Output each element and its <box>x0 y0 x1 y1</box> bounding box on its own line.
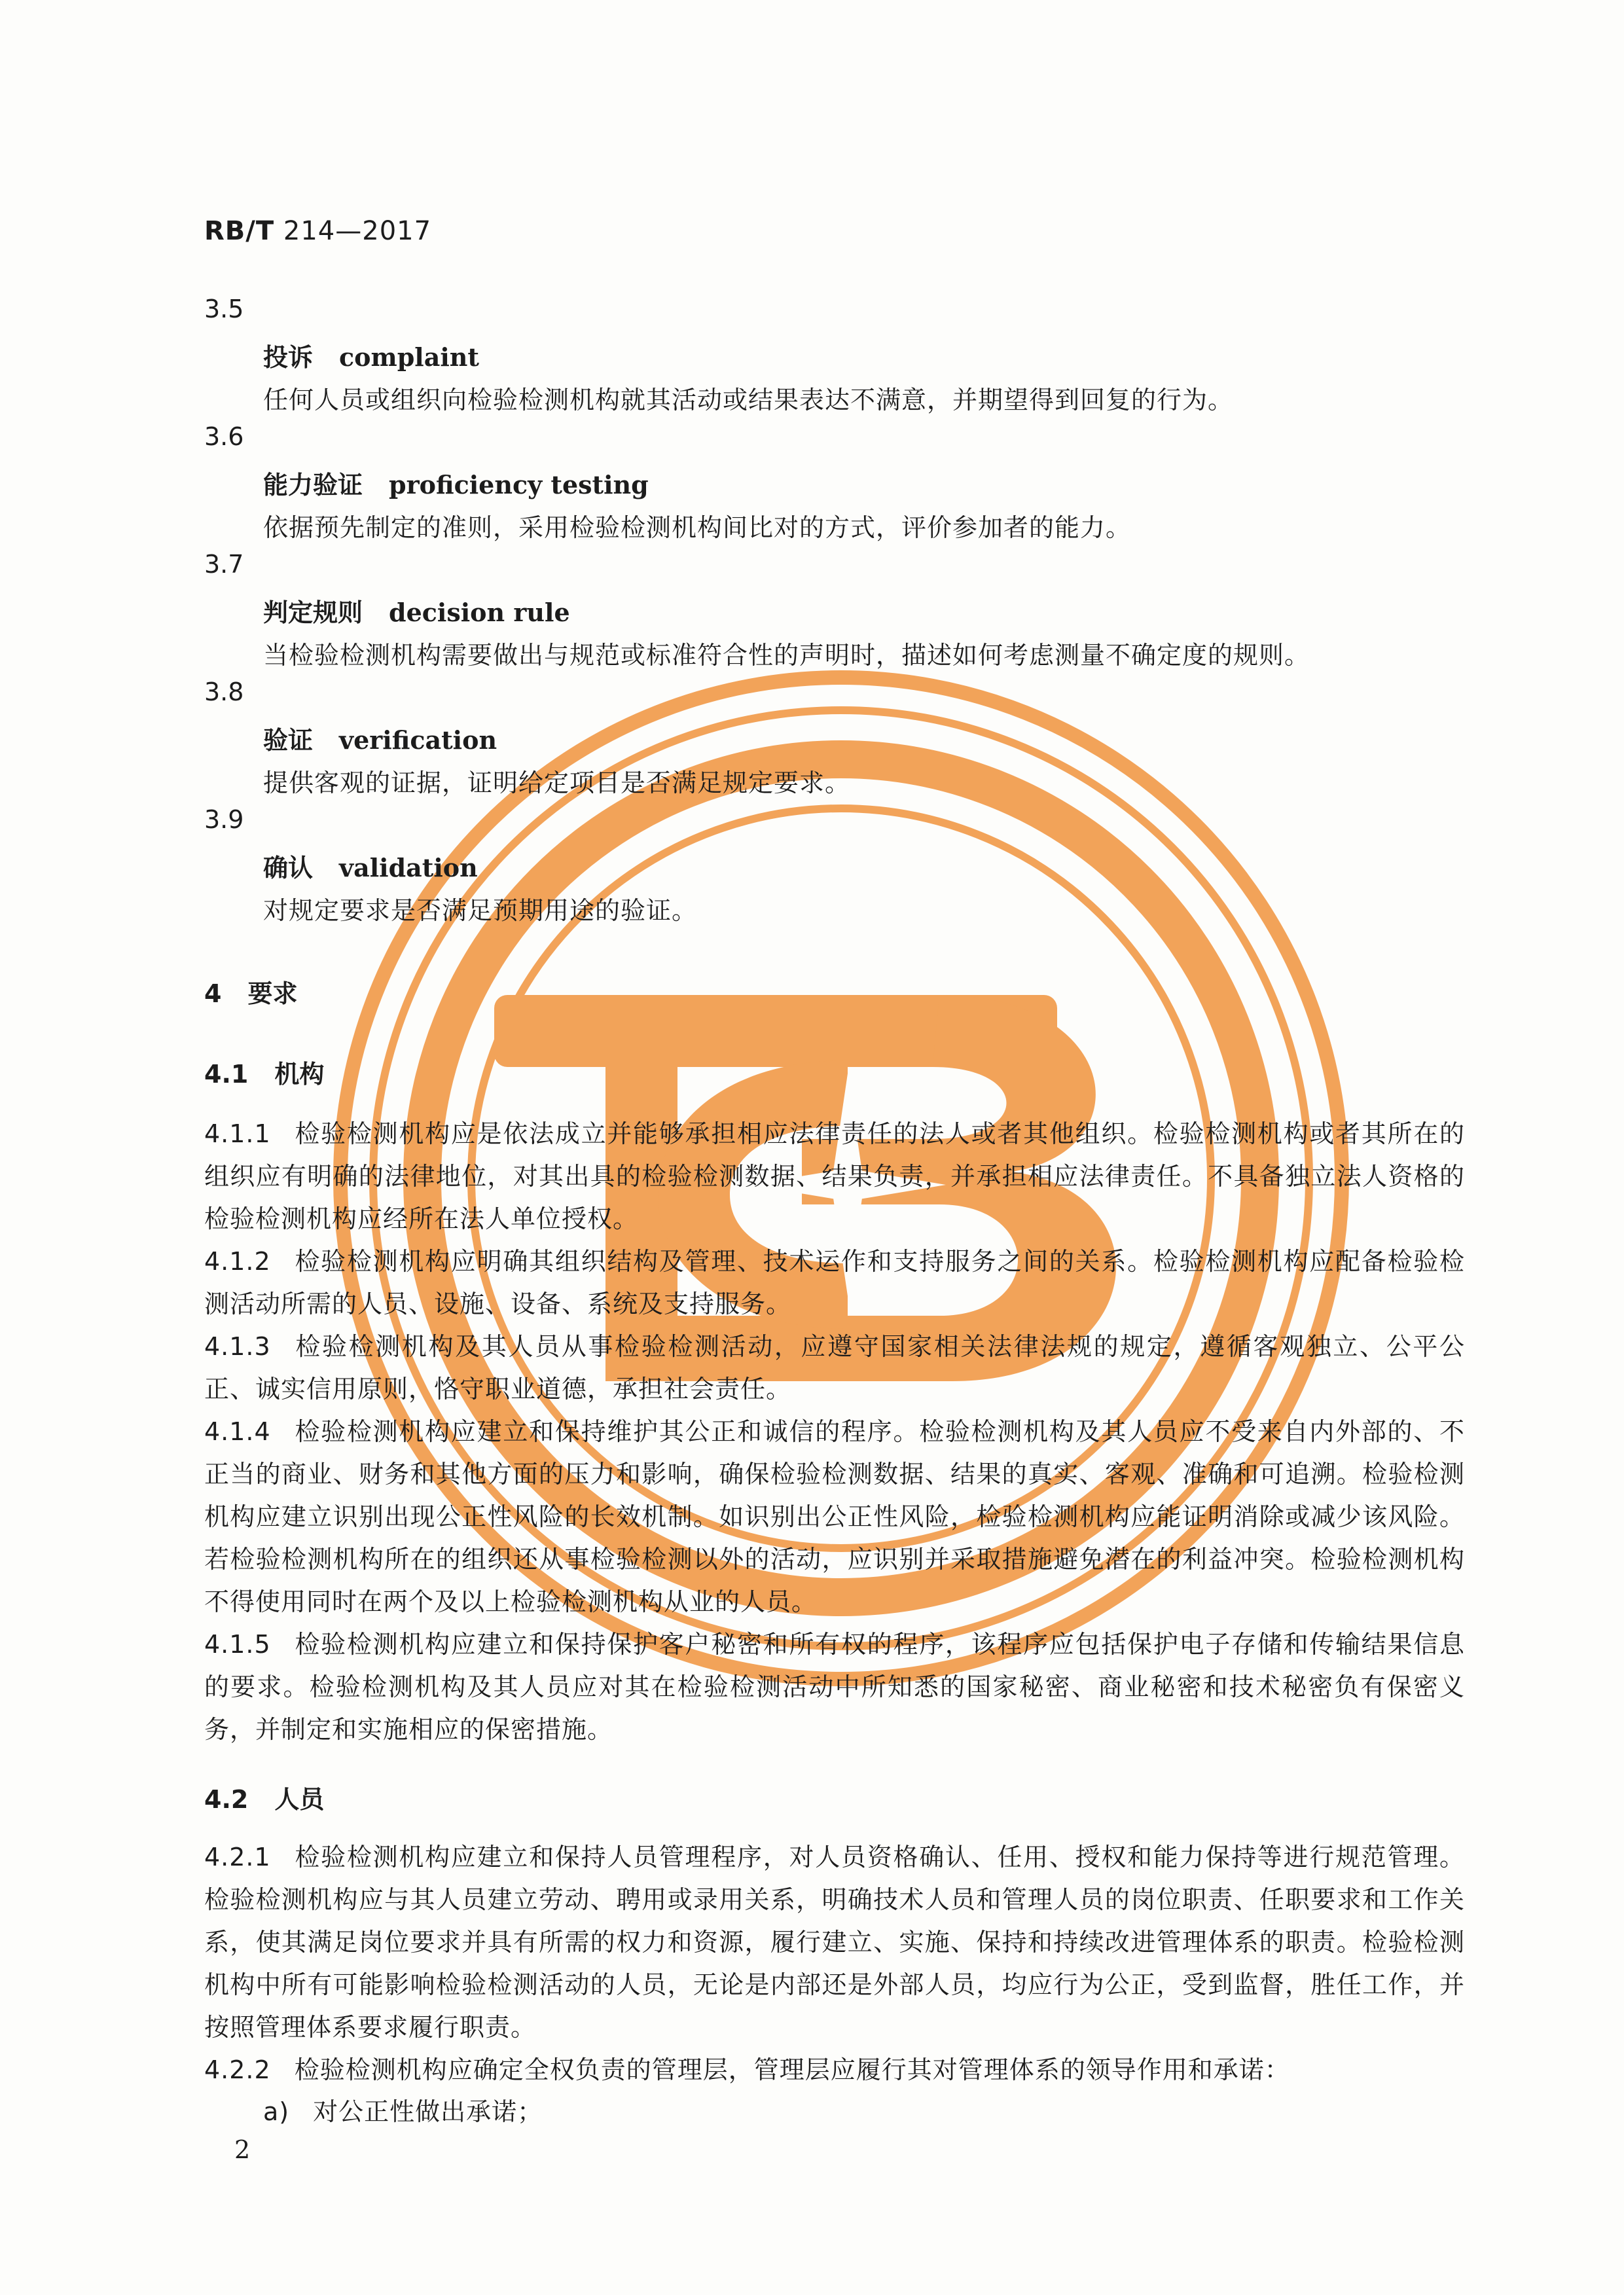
term-heading <box>263 720 497 756</box>
term-zh: 投诉 <box>263 342 314 372</box>
clause-number: 4.1.3 <box>204 1332 271 1361</box>
term-en: verification <box>339 725 497 755</box>
term-number: 3.7 <box>204 550 244 579</box>
clause-text: 检验检测机构应确定全权负责的管理层，管理层应履行其对管理体系的领导作用和承诺： <box>294 2055 1290 2084</box>
list-item-text: 对公正性做出承诺； <box>313 2097 543 2126</box>
term-en: complaint <box>339 342 479 372</box>
term-number: 3.5 <box>204 295 244 323</box>
term-heading <box>263 848 478 884</box>
clause-paragraph <box>204 2049 1465 2091</box>
clause-text: 检验检测机构应建立和保持保护客户秘密和所有权的程序，该程序应包括保护电子存储和传输结果信息的要求。检验检测机构及其人员应对其在检验检测活动中所知悉的国家秘密、商业秘密和技术秘密负有保密义务，并制定和实施相应的保密措施。 <box>204 1630 1465 1744</box>
clause-number: 4.2.1 <box>204 1843 271 1871</box>
term-heading <box>263 465 649 501</box>
subsection-number: 4.1 <box>204 1060 249 1089</box>
clause-paragraph <box>204 1326 1465 1411</box>
term-definition: 提供客观的证据，证明给定项目是否满足规定要求。 <box>263 768 851 797</box>
term-en: validation <box>339 853 478 882</box>
term-zh: 确认 <box>263 853 314 882</box>
clause-text: 检验检测机构应明确其组织结构及管理、技术运作和支持服务之间的关系。检验检测机构应配备检验检测活动所需的人员、设施、设备、系统及支持服务。 <box>204 1247 1465 1318</box>
term-definition: 依据预先制定的准则，采用检验检测机构间比对的方式，评价参加者的能力。 <box>263 513 1132 542</box>
subsection-heading <box>204 1779 324 1815</box>
clause-text: 检验检测机构及其人员从事检验检测活动，应遵守国家相关法律法规的规定，遵循客观独立、公平公正、诚实信用原则，恪守职业道德，承担社会责任。 <box>204 1332 1465 1403</box>
term-definition: 对规定要求是否满足预期用途的验证。 <box>263 896 698 925</box>
subsection-number: 4.2 <box>204 1785 249 1814</box>
page-number: 2 <box>234 2135 251 2164</box>
clause-paragraph <box>204 1113 1465 1240</box>
term-heading <box>263 337 479 373</box>
clause-number: 4.1.5 <box>204 1630 271 1659</box>
section-heading <box>204 973 297 1009</box>
list-item <box>263 2091 543 2127</box>
subsection-heading <box>204 1054 324 1090</box>
term-zh: 能力验证 <box>263 470 363 499</box>
term-number: 3.9 <box>204 805 244 834</box>
clause-text: 检验检测机构应是依法成立并能够承担相应法律责任的法人或者其他组织。检验检测机构或者其所在的组织应有明确的法律地位，对其出具的检验检测数据、结果负责，并承担相应法律责任。不具备独立法人资格的检验检测机构应经所在法人单位授权。 <box>204 1119 1465 1233</box>
term-definition: 当检验检测机构需要做出与规范或标准符合性的声明时，描述如何考虑测量不确定度的规则。 <box>263 641 1310 670</box>
clause-number: 4.1.1 <box>204 1119 271 1148</box>
term-definition: 任何人员或组织向检验检测机构就其活动或结果表达不满意，并期望得到回复的行为。 <box>263 386 1234 414</box>
clause-number: 4.1.4 <box>204 1417 271 1446</box>
clause-number: 4.1.2 <box>204 1247 271 1276</box>
section-number: 4 <box>204 979 222 1008</box>
document-header <box>204 216 431 246</box>
standard-code: RB/T <box>204 216 275 246</box>
clause-text: 检验检测机构应建立和保持人员管理程序，对人员资格确认、任用、授权和能力保持等进行规范管理。检验检测机构应与其人员建立劳动、聘用或录用关系，明确技术人员和管理人员的岗位职责、任职要求和工作关系，使其满足岗位要求并具有所需的权力和资源，履行建立、实施、保持和持续改进管理体系的职责。检验检测机构中所有可能影响检验检测活动的人员，无论是内部还是外部人员，均应行为公正，受到监督，胜任工作，并按照管理体系要求履行职责。 <box>204 1843 1465 2042</box>
term-heading <box>263 592 570 628</box>
term-number: 3.6 <box>204 422 244 451</box>
section-title: 要求 <box>247 979 298 1008</box>
clause-paragraph <box>204 1411 1465 1623</box>
list-item-label: a) <box>263 2097 290 2126</box>
subsection-title: 机构 <box>274 1060 325 1089</box>
term-zh: 判定规则 <box>263 598 363 627</box>
clause-paragraph <box>204 1836 1465 2049</box>
standard-number: 214—2017 <box>283 216 432 246</box>
term-en: decision rule <box>389 598 570 627</box>
clause-paragraph <box>204 1623 1465 1751</box>
subsection-title: 人员 <box>274 1785 325 1814</box>
clause-paragraph <box>204 1240 1465 1326</box>
clause-number: 4.2.2 <box>204 2055 271 2084</box>
term-number: 3.8 <box>204 678 244 706</box>
term-en: proficiency testing <box>389 470 649 499</box>
term-zh: 验证 <box>263 725 314 755</box>
clause-text: 检验检测机构应建立和保持维护其公正和诚信的程序。检验检测机构及其人员应不受来自内外部的、不正当的商业、财务和其他方面的压力和影响，确保检验检测数据、结果的真实、客观、准确和可追溯。检验检测机构应建立识别出现公正性风险的长效机制。如识别出公正性风险，检验检测机构应能证明消除或减少该风险。若检验检测机构所在的组织还从事检验检测以外的活动，应识别并采取措施避免潜在的利益冲突。检验检测机构不得使用同时在两个及以上检验检测机构从业的人员。 <box>204 1417 1465 1616</box>
